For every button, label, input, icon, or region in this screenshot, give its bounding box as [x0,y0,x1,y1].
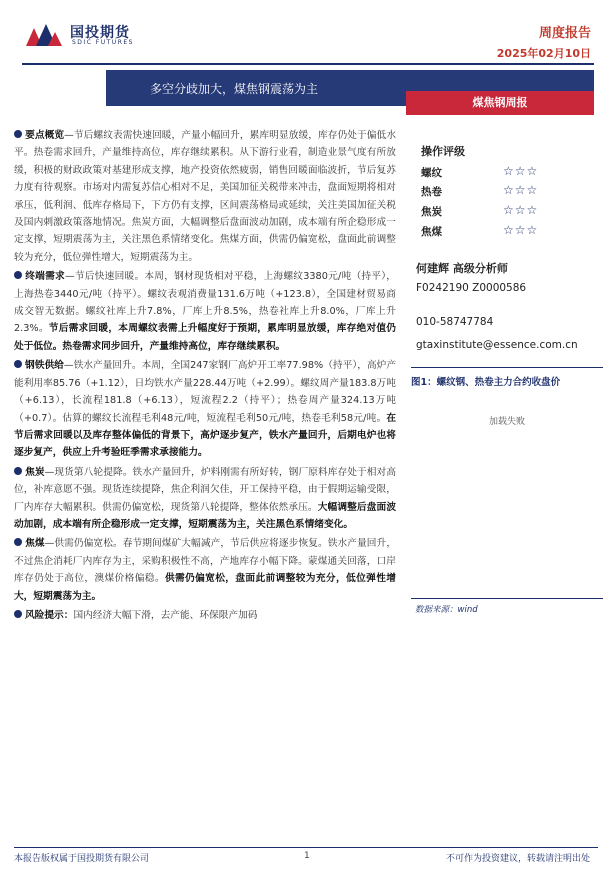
footer-divider [14,847,598,848]
figure-source: 数据来源：wind [415,605,478,615]
coke-heading: 焦炭 [25,466,45,478]
report-title: 多空分歧加大，煤焦钢震荡为主 [150,82,319,96]
demand-heading: 终端需求 [25,271,65,283]
demand-conclusion: 节后需求回暖，本周螺纹表需上升幅度好于预期，累库明显放缓，库存绝对值仍处于低位。热卷需求同步回升，产量维持高位，库存继续累积。 [14,323,396,352]
page-number: 1 [304,851,310,861]
coking-coal-paragraph [14,535,396,605]
report-tag: 煤焦钢周报 [406,91,594,115]
rating-name-rebar: 螺纹 [421,167,442,179]
figure-top-divider [411,367,603,368]
risk-paragraph [14,607,396,624]
bullet-icon [14,130,22,138]
analyst-name: 何建辉 高级分析师 [416,262,508,275]
summary-heading: 要点概览 [25,130,65,141]
coking-coal-heading: 焦煤 [25,538,45,550]
bullet-icon [14,538,22,546]
rating-name-hot-coil: 热卷 [421,186,442,198]
logo-icon [24,22,64,48]
rating-stars-rebar: ☆☆☆ [503,164,539,178]
rating-name-coking-coal: 焦煤 [421,226,442,238]
footer-copyright: 本报告版权属于国投期货有限公司 [14,854,150,864]
supply-paragraph [14,357,396,461]
logo-subtext: SDIC FUTURES [72,39,134,46]
figure-bottom-divider [411,598,603,599]
figure-title: 图1：螺纹钢、热卷主力合约收盘价 [411,377,561,388]
risk-heading: 风险提示： [25,609,74,621]
analyst-email[interactable]: gtaxinstitute@essence.com.cn [416,339,578,351]
summary-text: —节后螺纹表需快速回暖，产量小幅回升，累库明显放缓，库存仍处于偏低水平。热卷需求回升，产量维持高位，库存继续累积。从下游行业看，制造业景气度有所放缓，积极的财政政策对基建形成支撑，地产投资依然疲弱，销售回暖面临波折，节后复苏力度有待观察。市场对内需复苏信心相对不足，美国加征关税带来冲击，盘面短期将相对承压，低利润、低库存格局下，下方仍有支撑，区间震荡格局或延续，关注美国加征关税及国内刺激政策落地情况。焦炭方面，大幅调整后盘面波动加剧，成本端有所企稳形成一定支撑，短期震荡为主，关注黑色系情绪变化。焦煤方面，供需仍偏宽松，盘面此前调整较为充分，低位弹性增大，短期震荡为主。 [14,130,397,263]
supply-heading: 钢铁供给 [25,360,64,372]
footer-disclaimer: 不可作为投资建议，转载请注明出处 [445,854,590,864]
logo-text: 国投期货 [70,25,130,41]
demand-paragraph [14,268,396,355]
main-content [14,127,396,626]
header-divider [22,63,594,65]
analyst-phone: 010-58747784 [416,316,494,328]
rating-stars-coking-coal: ☆☆☆ [503,223,539,237]
analyst-license: F0242190 Z0000586 [416,282,527,294]
risk-text: 国内经济大幅下滑，去产能、环保限产加码 [73,609,258,621]
summary-paragraph [14,127,396,266]
report-type: 周度报告 [538,26,591,41]
figure-load-failed: 加载失败 [488,417,525,427]
bullet-icon [14,271,22,279]
bullet-icon [14,610,22,618]
supply-text: —铁水产量回升。本周，全国247家钢厂高炉开工率77.98%（持平），高炉产能利用率85.76（+1.12），日均铁水产量228.44万吨（+2.99）。螺纹周产量183.8万吨（+6.13），长流程181.8（+6.13），短流程2.2（持平）；热卷周产量324.13万吨（+0.7）。估算的螺纹长流程毛利48元/吨，短流程毛利50元/吨，热卷毛利58元/吨。 [14,360,397,424]
report-date: 2025年02月10日 [496,47,591,60]
coke-paragraph [14,464,396,534]
coke-conclusion: 大幅调整后盘面波动加剧，成本端有所企稳形成一定支撑，短期震荡为主，关注黑色系情绪变化。 [14,501,397,530]
rating-stars-hot-coil: ☆☆☆ [503,183,539,197]
rating-stars-coke: ☆☆☆ [503,203,539,217]
bullet-icon [14,360,22,368]
bullet-icon [14,467,22,475]
rating-title: 操作评级 [421,145,465,158]
rating-name-coke: 焦炭 [421,206,442,218]
coking-coal-conclusion: 供需仍偏宽松，盘面此前调整较为充分，低位弹性增大，短期震荡为主。 [14,573,396,602]
demand-text: —节后快速回暖。本周，钢材现货相对平稳，上海螺纹3380元/吨（持平），上海热卷3440元/吨（持平）。螺纹表观消费量131.6万吨（+123.8），全国建材贸易商成交智无数据。螺纹社库上升7.8%，厂库上升8.5%，热卷社库上升8.0%，厂库上升2.3%。 [14,271,396,335]
coking-coal-text: —供需仍偏宽松。春节期间煤矿大幅减产，节后供应将逐步恢复。铁水产量回升，不过焦企消耗厂内库存为主，采购积极性不高，产地库存小幅下降。蒙煤通关回落，口岸库存仍处于高位，澳煤价格偏稳。 [14,538,397,585]
coke-text: —现货第八轮提降。铁水产量回升，炉料刚需有所好转，钢厂原料库存处于相对高位，补库意愿不强。现货连续提降，焦企利润欠佳，开工保持平稳，由于假期运输受限，厂内库存大幅累积。供需仍偏宽松，现货第八轮提降，整体依然承压。 [14,466,397,513]
supply-conclusion: 在节后需求回暖以及库存整体偏低的背景下，高炉逐步复产，铁水产量回升，后期电炉也将逐步复产，供应上升考验旺季需求承接能力。 [14,412,396,459]
